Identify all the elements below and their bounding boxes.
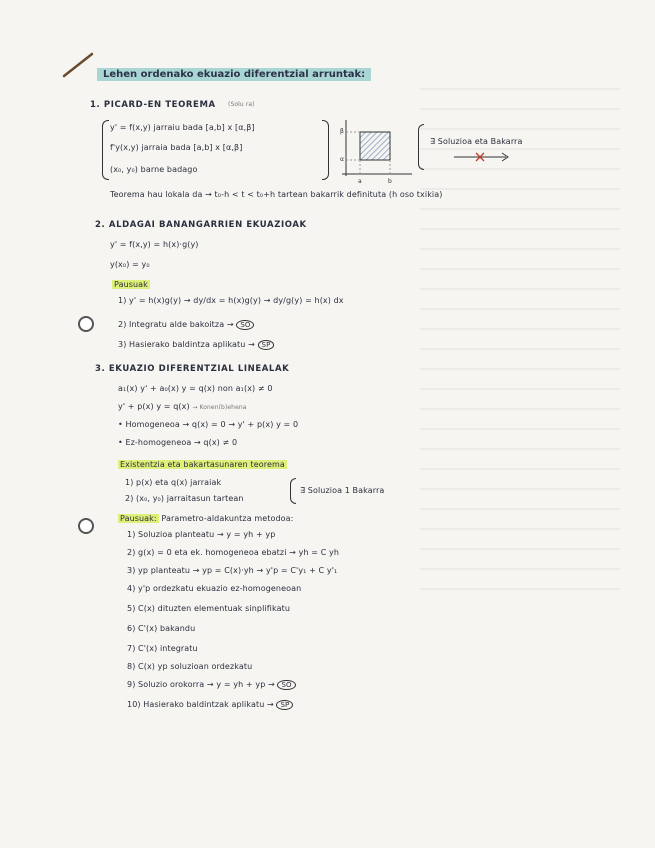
steps-label-2: Pausuak (114, 280, 148, 289)
graph-beta: β (340, 128, 344, 135)
method-step: 1) Soluzioa planteatu → y = yh + yp (127, 530, 276, 539)
punch-hole-bottom (78, 518, 94, 534)
graph-a: a (358, 178, 362, 185)
picard-result: ∃ Soluzioa eta Bakarra (430, 137, 523, 146)
existence-brace (290, 478, 296, 504)
local-theorem-note: Teorema hau lokala da → t₀-h < t < t₀+h tartean bakarrik definituta (h oso txikia) (110, 190, 443, 199)
rectangle-graph (336, 116, 416, 186)
graph-b: b (388, 178, 392, 185)
separable-step-3: 3) Hasierako baldintza aplikatu → SP (118, 340, 274, 350)
method-heading: Pausuak: Parametro-aldakuntza metodoa: (120, 514, 294, 523)
method-step: 8) C(x) yp soluzioan ordezkatu (127, 662, 253, 671)
method-step: 7) C'(x) integratu (127, 644, 198, 653)
homogeneous-case: • Homogeneoa → q(x) = 0 → y' + p(x) y = 0 (118, 420, 299, 429)
method-step: 4) y'p ordezkatu ekuazio ez-homogeneoan (127, 584, 302, 593)
condition-3: (x₀, y₀) barne badago (110, 165, 198, 174)
right-brace (322, 120, 329, 180)
method-step: 10) Hasierako baldintzak aplikatu → SP (127, 700, 293, 710)
pen-stroke (60, 50, 100, 80)
method-step: 9) Soluzio orokorra → y = yh + yp → SO (127, 680, 296, 690)
existence-cond-1: 1) p(x) eta q(x) jarraiak (125, 478, 222, 487)
crossed-arrow-icon (452, 150, 512, 164)
method-step: 6) C'(x) bakandu (127, 624, 196, 633)
graph-alpha: α (340, 156, 345, 163)
nonhomogeneous-case: • Ez-homogeneoa → q(x) ≠ 0 (118, 438, 238, 447)
existence-cond-2: 2) (x₀, y₀) jarraitasun tartean (125, 494, 244, 503)
section-1-note: (Solu ra) (228, 101, 255, 108)
section-2-heading: 2. ALDAGAI BANANGARRIEN EKUAZIOAK (95, 220, 307, 230)
linear-eq: a₁(x) y' + a₀(x) y = q(x) non a₁(x) ≠ 0 (118, 384, 273, 393)
separable-step-2: 2) Integratu alde bakoitza → SO (118, 320, 254, 330)
page-title: Lehen ordenako ekuazio diferentzial arruntak: (97, 68, 371, 81)
left-brace (102, 120, 109, 180)
separable-step-1: 1) y' = h(x)g(y) → dy/dx = h(x)g(y) → dy/g(y) = h(x) dx (118, 296, 344, 305)
method-step: 2) g(x) = 0 eta ek. homogeneoa ebatzi → yh = C yh (127, 548, 340, 557)
result-brace (418, 124, 424, 170)
condition-1: y' = f(x,y) jarraiu bada [a,b] x [α,β] (110, 123, 255, 132)
section-3-heading: 3. EKUAZIO DIFERENTZIAL LINEALAK (95, 364, 290, 374)
bleed-through-text (420, 70, 620, 590)
initial-condition: y(x₀) = y₀ (110, 260, 150, 269)
existence-result: ∃ Soluzioa 1 Bakarra (300, 486, 385, 495)
linear-eq-normalized: y' + p(x) y = q(x) → Konen(b)ehena (118, 402, 247, 411)
method-step: 3) yp planteatu → yp = C(x)·yh → y'p = C'y₁ + C y'₁ (127, 566, 338, 575)
section-1-heading: 1. PICARD-EN TEOREMA (90, 100, 216, 110)
existence-theorem-label: Existentzia eta bakartasunaren teorema (120, 460, 285, 469)
punch-hole-top (78, 316, 94, 332)
condition-2: f'y(x,y) jarraia bada [a,b] x [α,β] (110, 143, 243, 152)
method-step: 5) C(x) dituzten elementuak sinplifikatu (127, 604, 290, 613)
separable-eq: y' = f(x,y) = h(x)·g(y) (110, 240, 199, 249)
